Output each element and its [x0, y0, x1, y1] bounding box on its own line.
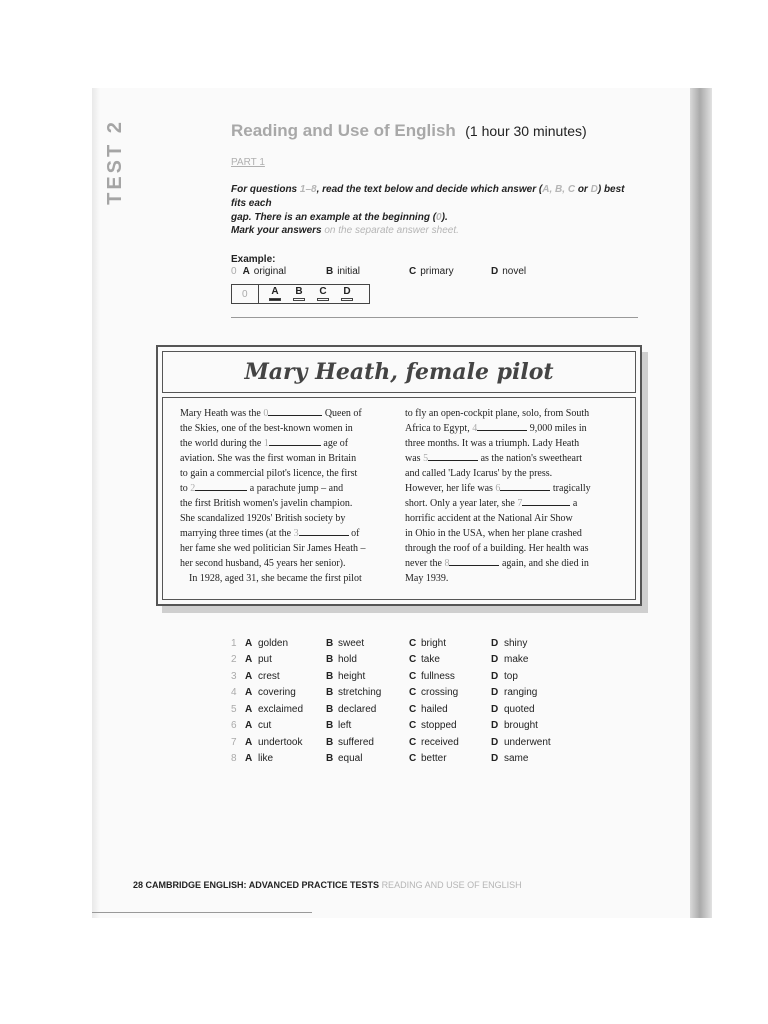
instr-zero: 0 [436, 212, 442, 223]
passage-left-column [180, 406, 383, 586]
instr-text: ) best fits each [231, 184, 625, 209]
option-letter: A [245, 737, 253, 748]
passage-line [405, 556, 608, 571]
option-word: underwent [504, 737, 551, 748]
text: Mary Heath was the [180, 408, 264, 419]
gap-number: 0 [263, 408, 269, 419]
option-letter: B [326, 687, 334, 698]
passage-line: horrific accident at the National Air Show [405, 513, 573, 524]
option-word: take [421, 654, 440, 665]
gap-number: 2 [190, 483, 196, 494]
passage-line: the first British women's javelin champion. [180, 498, 353, 509]
passage-line: She scandalized 1920s' British society by [180, 513, 346, 524]
bottom-rule [92, 912, 312, 913]
option-letter: B [326, 753, 334, 764]
gap-blank [269, 436, 321, 446]
option-word: bright [421, 638, 447, 649]
example-number-option-a [231, 266, 286, 277]
example-label: Example: [231, 254, 276, 265]
passage-title-bar [162, 351, 636, 393]
text: a parachute jump – and [247, 483, 344, 494]
option-word: left [338, 720, 352, 731]
passage-line: to fly an open-cockpit plane, solo, from South [405, 408, 590, 419]
option-letter: C [409, 737, 417, 748]
passage-line [405, 421, 608, 436]
passage-line: aviation. She was the first woman in Britain [180, 453, 357, 464]
option-word: height [338, 671, 366, 682]
option-word: crest [258, 671, 280, 682]
question-row [231, 737, 591, 753]
mark-instruction [231, 225, 459, 236]
option-word: shiny [504, 638, 528, 649]
option-word: original [253, 266, 287, 277]
option-word: fullness [421, 671, 455, 682]
question-row [231, 704, 591, 720]
gap-blank [522, 496, 570, 506]
option-word: ranging [504, 687, 538, 698]
instr-option: C [567, 184, 576, 195]
example-option-c [409, 266, 454, 277]
answer-letter: A [271, 286, 279, 297]
gap-number: 7 [517, 498, 523, 509]
option-letter: D [491, 753, 499, 764]
option-letter: C [409, 687, 417, 698]
text: the world during the [180, 438, 264, 449]
option-word: covering [258, 687, 296, 698]
mark-text: Mark your answers [231, 225, 325, 236]
option-word: equal [338, 753, 363, 764]
gap-number: 4 [472, 423, 478, 434]
passage-line: to gain a commercial pilot's licence, the first [180, 468, 358, 479]
gap-blank [477, 421, 527, 431]
answer-bubble [317, 298, 329, 301]
option-word: exclaimed [258, 704, 304, 715]
text: never the [405, 558, 445, 569]
option-word: golden [258, 638, 289, 649]
example-option-d [491, 266, 526, 277]
option-word: hailed [421, 704, 448, 715]
question-row [231, 654, 591, 670]
question-number: 4 [231, 687, 237, 698]
option-word: brought [504, 720, 538, 731]
text: 9,000 miles in [527, 423, 587, 434]
option-letter: A [245, 671, 253, 682]
passage-line [405, 481, 608, 496]
text: Africa to Egypt, [405, 423, 473, 434]
passage-line [180, 406, 383, 421]
page-right-edge [690, 88, 712, 918]
option-word: cut [258, 720, 272, 731]
answer-letter: B [295, 286, 303, 297]
passage-line: May 1939. [405, 573, 449, 584]
instr-option: A [542, 184, 550, 195]
option-word: better [421, 753, 447, 764]
option-letter: B [326, 704, 334, 715]
option-letter: A [245, 638, 253, 649]
option-word: make [504, 654, 529, 665]
option-letter: A [245, 720, 253, 731]
page-footer [133, 880, 522, 890]
instr-sep: , [549, 184, 556, 195]
option-word: novel [502, 266, 527, 277]
option-letter: B [326, 638, 334, 649]
instr-text: , read the text below and decide which answer ( [316, 184, 543, 195]
answer-box-divider [258, 285, 259, 303]
gap-number: 8 [444, 558, 450, 569]
text: was [405, 453, 424, 464]
question-number: 2 [231, 654, 237, 665]
gap-blank [449, 556, 499, 566]
text: Queen of [322, 408, 362, 419]
text: again, and she died in [499, 558, 589, 569]
gap-blank [428, 451, 478, 461]
option-word: primary [420, 266, 454, 277]
example-answer-number: 0 [242, 289, 248, 300]
question-row [231, 720, 591, 736]
footer-section: READING AND USE OF ENGLISH [381, 880, 522, 890]
section-duration: (1 hour 30 minutes) [465, 123, 587, 139]
instr-range: 1–8 [299, 184, 317, 195]
instr-option: B [555, 184, 563, 195]
option-letter: A [245, 753, 253, 764]
option-letter: A [242, 266, 250, 277]
example-option-b [326, 266, 360, 277]
gap-number: 5 [423, 453, 429, 464]
answer-letter: D [343, 286, 351, 297]
book-title: CAMBRIDGE ENGLISH: ADVANCED PRACTICE TESTS [145, 880, 380, 890]
option-letter: A [245, 654, 253, 665]
option-letter: D [491, 266, 499, 277]
instr-sep: , [562, 184, 568, 195]
passage-line: her fame she wed politician Sir James Heath – [180, 543, 366, 554]
part-label: PART 1 [231, 157, 265, 168]
option-letter: C [409, 266, 417, 277]
instr-text: ). [441, 212, 448, 223]
divider-rule [231, 317, 638, 318]
option-letter: D [491, 654, 499, 665]
text: to [180, 483, 191, 494]
option-letter: D [491, 737, 499, 748]
option-word: declared [338, 704, 377, 715]
passage-line: In 1928, aged 31, she became the first pilot [189, 573, 362, 584]
option-word: quoted [504, 704, 535, 715]
section-title: Reading and Use of English [231, 121, 456, 140]
gap-number: 3 [293, 528, 299, 539]
gap-number: 6 [495, 483, 501, 494]
option-word: top [504, 671, 518, 682]
passage-line [405, 496, 608, 511]
instr-option: D [590, 184, 598, 195]
passage-line: in Ohio in the USA, when her plane crashed [405, 528, 582, 539]
option-word: same [504, 753, 529, 764]
option-word: suffered [338, 737, 374, 748]
question-row [231, 687, 591, 703]
option-word: crossing [421, 687, 459, 698]
passage-line: the Skies, one of the best-known women in [180, 423, 353, 434]
text: marrying three times (at the [180, 528, 294, 539]
passage-line [180, 481, 383, 496]
test-side-label: TEST 2 [103, 119, 126, 205]
gap-blank [268, 406, 322, 416]
instr-text: For questions [231, 184, 300, 195]
option-letter: B [326, 720, 334, 731]
option-word: like [258, 753, 274, 764]
question-row [231, 671, 591, 687]
option-word: stopped [421, 720, 457, 731]
option-letter: D [491, 687, 499, 698]
question-row [231, 638, 591, 654]
option-letter: B [326, 671, 334, 682]
option-letter: A [245, 687, 253, 698]
option-letter: D [491, 671, 499, 682]
answer-letter: C [319, 286, 327, 297]
option-letter: C [409, 753, 417, 764]
example-answer-box [231, 284, 370, 304]
instr-text: gap. There is an example at the beginning ( [231, 212, 437, 223]
question-number: 6 [231, 720, 237, 731]
gap-blank [299, 526, 349, 536]
passage-line: three months. It was a triumph. Lady Heath [405, 438, 580, 449]
passage-line: and called 'Lady Icarus' by the press. [405, 468, 553, 479]
passage-right-column [405, 406, 608, 586]
gap-blank [195, 481, 247, 491]
text: short. Only a year later, she [405, 498, 518, 509]
example-number: 0 [231, 266, 237, 277]
question-number: 7 [231, 737, 237, 748]
option-letter: A [245, 704, 253, 715]
passage-line [180, 526, 383, 541]
text: However, her life was [405, 483, 496, 494]
passage-line: through the roof of a building. Her health was [405, 543, 589, 554]
answer-bubble [341, 298, 353, 301]
option-letter: B [326, 737, 334, 748]
text: tragically [550, 483, 591, 494]
option-letter: D [491, 704, 499, 715]
option-letter: C [409, 654, 417, 665]
option-word: hold [338, 654, 357, 665]
mark-text-faint: on the separate answer sheet. [324, 225, 459, 236]
option-word: sweet [338, 638, 365, 649]
option-word: received [421, 737, 459, 748]
question-row [231, 753, 591, 769]
option-word: initial [337, 266, 361, 277]
option-word: stretching [338, 687, 382, 698]
gap-blank [500, 481, 550, 491]
instr-text: or [575, 184, 591, 195]
option-letter: B [326, 654, 334, 665]
question-number: 8 [231, 753, 237, 764]
page-left-edge [92, 88, 100, 918]
text: a [570, 498, 578, 509]
option-letter: D [491, 638, 499, 649]
option-letter: C [409, 704, 417, 715]
section-heading [231, 121, 587, 141]
question-number: 1 [231, 638, 237, 649]
answer-bubble [293, 298, 305, 301]
text: of [348, 528, 360, 539]
option-word: put [258, 654, 272, 665]
passage-line [405, 451, 608, 466]
option-word: undertook [258, 737, 303, 748]
passage-line [180, 436, 383, 451]
option-letter: D [491, 720, 499, 731]
answer-bubble-selected [269, 298, 281, 301]
page-number: 28 [133, 880, 144, 890]
passage-line: her second husband, 45 years her senior). [180, 558, 346, 569]
option-letter: C [409, 638, 417, 649]
text: as the nation's sweetheart [478, 453, 583, 464]
question-number: 5 [231, 704, 237, 715]
option-letter: C [409, 671, 417, 682]
text: age of [320, 438, 349, 449]
option-letter: C [409, 720, 417, 731]
passage-title: Mary Heath, female pilot [244, 359, 554, 385]
question-number: 3 [231, 671, 237, 682]
gap-number: 1 [263, 438, 269, 449]
option-letter: B [326, 266, 334, 277]
instructions [231, 183, 641, 225]
